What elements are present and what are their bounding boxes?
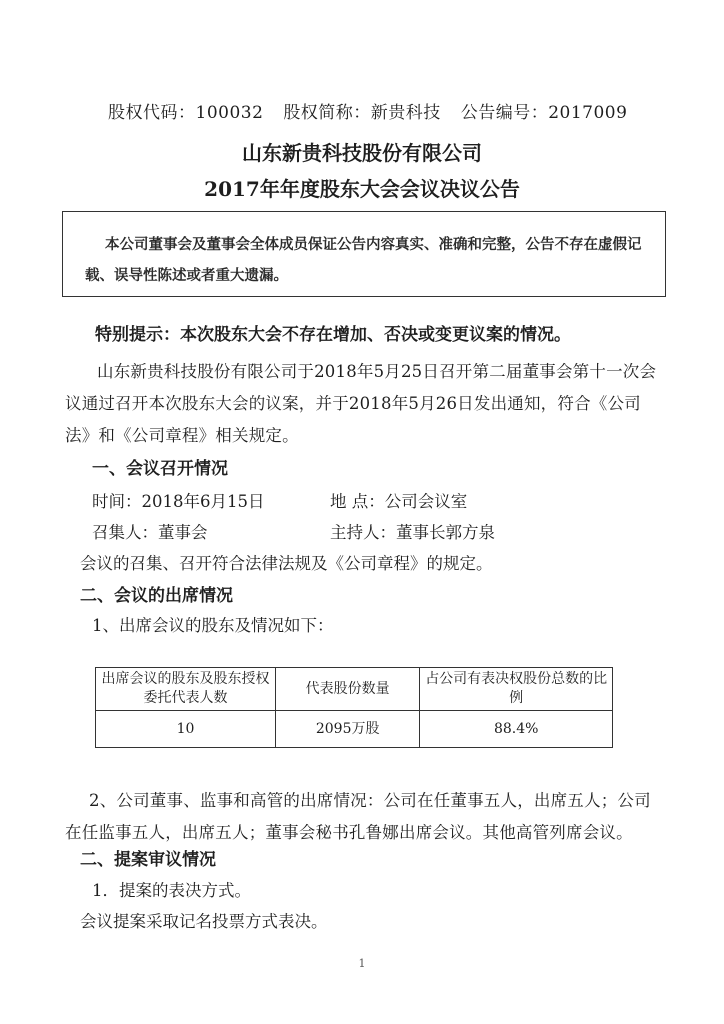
attendance-item1: 1、出席会议的股东及情况如下： — [92, 616, 334, 635]
company-title: 山东新贵科技股份有限公司 — [242, 141, 482, 165]
stock-info-line — [108, 98, 641, 123]
section3-heading: 二、提案审议情况 — [80, 850, 216, 870]
meeting-convener: 召集人：董事会 — [92, 523, 208, 542]
table-header-row — [96, 668, 613, 711]
meeting-time: 时间：2018年6月15日 — [92, 492, 265, 511]
table-cell: 2095万股 — [275, 711, 419, 748]
meeting-place: 地 点：公司会议室 — [330, 492, 468, 511]
page-number: 1 — [358, 957, 366, 970]
table-header-cell: 代表股份数量 — [275, 668, 419, 711]
table-cell: 10 — [96, 711, 276, 748]
notice-number: 公告编号：2017009 — [460, 103, 628, 123]
section1-heading: 一、会议召开情况 — [92, 459, 228, 479]
special-notice: 特别提示：本次股东大会不存在增加、否决或变更议案的情况。 — [95, 325, 571, 345]
voting-method-heading: 1．提案的表决方式。 — [92, 881, 251, 900]
table-cell: 88.4% — [420, 711, 613, 748]
announcement-title: 2017年年度股东大会会议决议公告 — [204, 177, 520, 201]
attendance-item2: 2、公司董事、监事和高管的出席情况：公司在任董事五人，出席五人；公司在任监事五人，出席五人；董事会秘书孔鲁娜出席会议。其他高管列席会议。 — [65, 791, 651, 842]
table-row — [96, 711, 613, 748]
table-header-cell: 占公司有表决权股份总数的比例 — [420, 668, 613, 711]
meeting-host: 主持人：董事长郭方泉 — [330, 523, 495, 542]
stock-abbreviation: 股权简称：新贵科技 — [283, 103, 441, 123]
compliance-statement: 会议的召集、召开符合法律法规及《公司章程》的规定。 — [80, 554, 493, 573]
section2-heading: 二、会议的出席情况 — [80, 586, 233, 606]
table-header-cell: 出席会议的股东及股东授权委托代表人数 — [96, 668, 276, 711]
intro-paragraph: 山东新贵科技股份有限公司于2018年5月25日召开第二届董事会第十一次会议通过召开本次股东大会的议案，并于2018年5月26日发出通知，符合《公司法》和《公司章程》相关规定。 — [65, 362, 657, 445]
attendance-table — [95, 667, 613, 748]
stock-code: 股权代码：100032 — [108, 103, 264, 123]
voting-method-text: 会议提案采取记名投票方式表决。 — [80, 912, 328, 931]
disclaimer-box — [62, 211, 666, 297]
disclaimer-text: 本公司董事会及董事会全体成员保证公告内容真实、准确和完整，公告不存在虚假记载、误导性陈述或者重大遗漏。 — [85, 236, 642, 284]
